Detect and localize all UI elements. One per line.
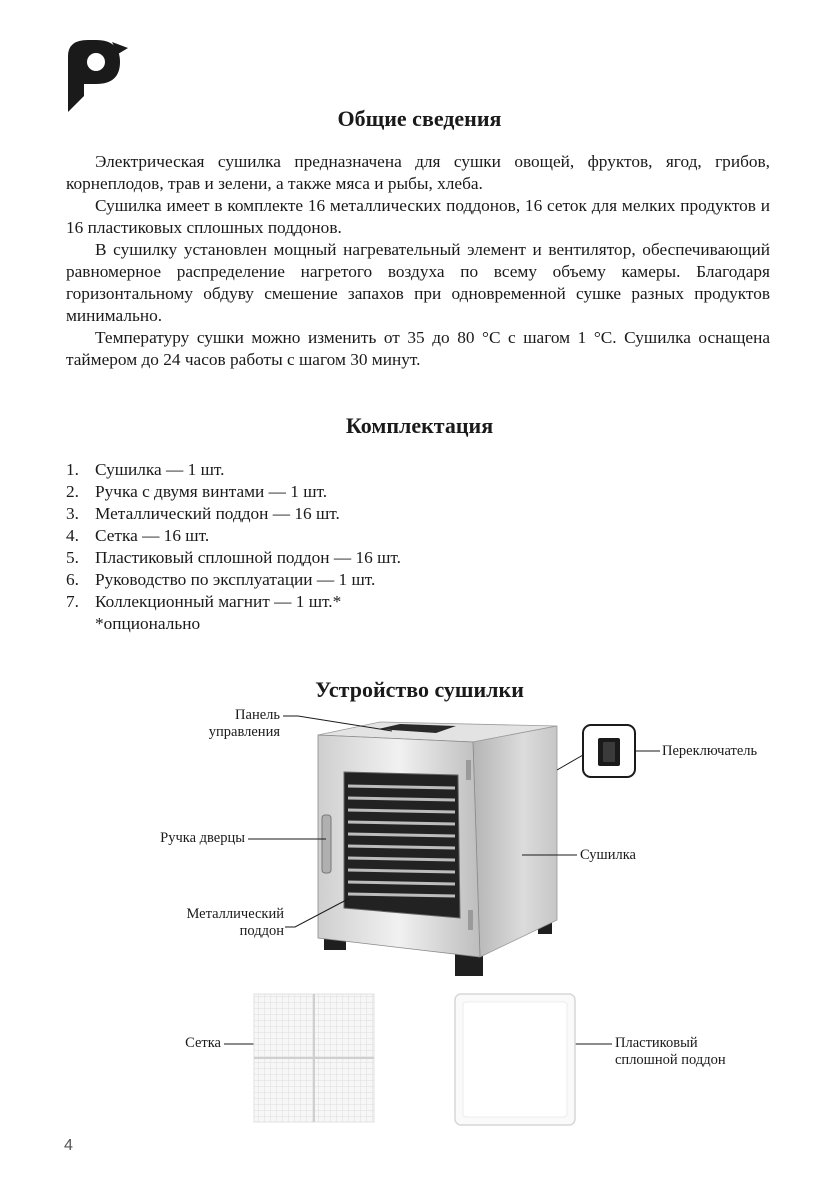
- paragraph: Температуру сушки можно изменить от 35 до 80 °С с шагом 1 °С. Сушилка оснащена таймером до 24 часов работы с шагом 30 минут.: [66, 328, 770, 369]
- list-item: 6. Руководство по эксплуатации — 1 шт.: [66, 570, 376, 589]
- list-item: 1. Сушилка — 1 шт.: [66, 460, 225, 479]
- label-control-panel: Панель управления: [208, 707, 280, 740]
- label-mesh: Сетка: [185, 1035, 221, 1051]
- label-dryer: Сушилка: [580, 847, 636, 863]
- dryer-side: [473, 726, 557, 957]
- page-number: 4: [64, 1137, 73, 1154]
- list-item: 7. Коллекционный магнит — 1 шт.*: [66, 592, 342, 611]
- list-item: 2. Ручка с двумя винтами — 1 шт.: [66, 482, 328, 501]
- label-switch: Переключатель: [662, 743, 758, 759]
- paragraph: Электрическая сушилка предназначена для сушки овощей, фруктов, ягод, грибов, корнеплодов, трав и зелени, а также мяса и рыбы, хлеба.: [66, 152, 770, 193]
- door-handle: [322, 815, 331, 873]
- paragraph: Сушилка имеет в комплекте 16 металлических поддонов, 16 сеток для мелких продуктов и 16 пластиковых сплошных поддонов.: [66, 196, 770, 237]
- kit-note: *опционально: [95, 614, 201, 633]
- label-metal-tray: Металлический поддон: [186, 906, 284, 939]
- door-hinge: [468, 910, 473, 930]
- label-door-handle: Ручка дверцы: [160, 830, 245, 846]
- section-title-general: Общие сведения: [337, 106, 502, 131]
- section-title-kit: Комплектация: [345, 413, 494, 438]
- door-hinge: [466, 760, 471, 780]
- list-item: 3. Металлический поддон — 16 шт.: [66, 504, 340, 523]
- section-title-device: Устройство сушилки: [315, 677, 524, 702]
- paragraph: В сушилку установлен мощный нагревательный элемент и вентилятор, обеспечивающий равномерное распределение нагретого воздуха по всему объему камеры. Благодаря горизонтальному обдуву смешение запахов при одновременной сушке разных продуктов минимально.: [66, 240, 770, 325]
- list-item: 5. Пластиковый сплошной поддон — 16 шт.: [66, 548, 401, 567]
- list-item: 4. Сетка — 16 шт.: [66, 526, 210, 545]
- label-plastic-tray: Пластиковый сплошной поддон: [615, 1035, 726, 1068]
